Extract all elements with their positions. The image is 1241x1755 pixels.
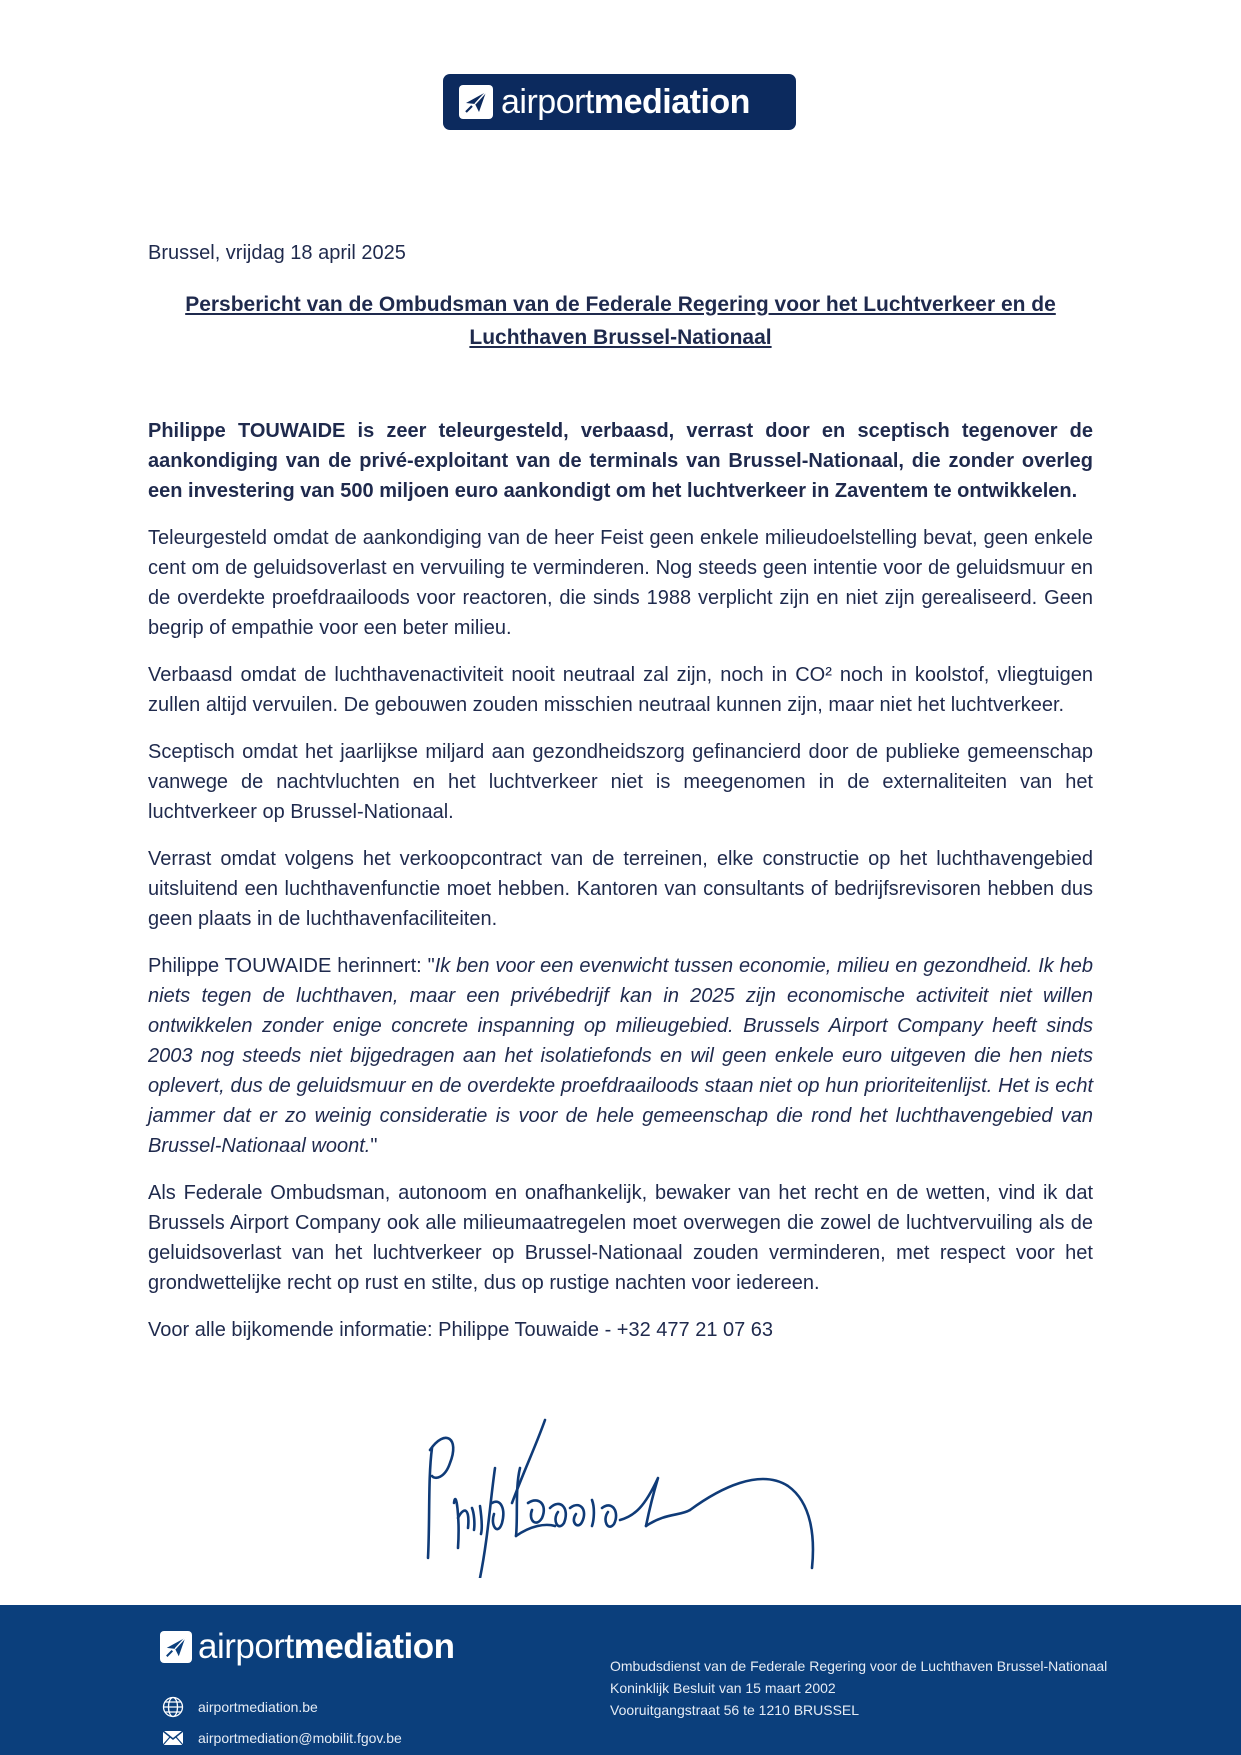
footer-website-link[interactable]: airportmediation.be bbox=[198, 1699, 318, 1715]
quote-paragraph bbox=[148, 951, 1093, 1161]
footer-email[interactable] bbox=[162, 1727, 402, 1749]
quote-close: " bbox=[370, 1135, 378, 1157]
footer-address-line: Ombudsdienst van de Federale Regering voor de Luchthaven Brussel-Nationaal bbox=[610, 1658, 1108, 1674]
footer-logo-text-light: airport bbox=[198, 1627, 294, 1666]
paragraph-teleurgesteld: Teleurgesteld omdat de aankondiging van de heer Feist geen enkele milieudoelstelling bevat, geen enkele cent om de geluidsoverlast en vervuiling te verminderen. Nog steeds geen intentie voor de geluidsmuur en de overdekte proefdraailoods voor reactoren, die sinds 1988 verplicht zijn en niet zijn gerealiseerd. Geen begrip of empathie voor een beter milieu. bbox=[148, 527, 1093, 639]
contact-line: Voor alle bijkomende informatie: Philippe Touwaide - +32 477 21 07 63 bbox=[148, 1319, 774, 1341]
paragraph-verbaasd: Verbaasd omdat de luchthavenactiviteit nooit neutraal zal zijn, noch in CO² noch in koolstof, vliegtuigen zullen altijd vervuilen. De gebouwen zouden misschien neutraal kunnen zijn, maar niet het luchtverkeer. bbox=[148, 664, 1093, 716]
quote-text: Ik ben voor een evenwicht tussen economie, milieu en gezondheid. Ik heb niets tegen de luchthaven, maar een privébedrijf kan in 2025 zijn economische activiteit niet willen ontwikkelen zonder enige concrete inspanning op milieugebied. Brussels Airport Company heeft sinds 2003 nog steeds niet bijgedragen aan het isolatiefonds en wil geen enkele euro uitgeven die hen niets oplevert, dus de geluidsmuur en de overdekte proefdraailoods staan niet op hun prioriteitenlijst. Het is echt jammer dat er zo weinig consideratie is voor de hele gemeenschap die rond het luchthavengebied van Brussel-Nationaal woont. bbox=[148, 955, 1094, 1157]
footer-address bbox=[610, 1655, 1107, 1721]
header-logo-text bbox=[501, 85, 750, 119]
dateline: Brussel, vrijdag 18 april 2025 bbox=[148, 242, 406, 264]
closing-paragraph: Als Federale Ombudsman, autonoom en onafhankelijk, bewaker van het recht en de wetten, vind ik dat Brussels Airport Company ook alle milieumaatregelen moet overwegen die zowel de luchtvervuiling als de geluidsoverlast van het luchtverkeer op Brussel-Nationaal zouden verminderen, met respect voor het grondwettelijke recht op rust en stilte, dus op rustige nachten voor iedereen. bbox=[148, 1182, 1093, 1294]
header-logo-text-light: airport bbox=[501, 83, 594, 121]
page-footer bbox=[0, 1605, 1241, 1755]
header-logo bbox=[443, 74, 796, 130]
footer-address-line: Vooruitgangstraat 56 te 1210 BRUSSEL bbox=[610, 1702, 860, 1718]
footer-logo-text-bold: mediation bbox=[293, 1627, 455, 1666]
handwritten-signature bbox=[420, 1408, 820, 1578]
lead-paragraph: Philippe TOUWAIDE is zeer teleurgesteld, verbaasd, verrast door en sceptisch tegenover de aankondiging van de privé-exploitant van de terminals van Brussel-Nationaal, die zonder overleg een investering van 500 miljoen euro aankondigt om het luchtverkeer in Zaventem te ontwikkelen. bbox=[148, 420, 1093, 502]
footer-logo-text bbox=[198, 1629, 455, 1664]
envelope-icon bbox=[162, 1727, 186, 1749]
footer-website[interactable] bbox=[162, 1696, 318, 1718]
paragraph-verrast: Verrast omdat volgens het verkoopcontract van de terreinen, elke constructie op het luchthavengebied uitsluitend een luchthavenfunctie moet hebben. Kantoren van consultants of bedrijfsrevisoren hebben dus geen plaats in de luchthavenfaciliteiten. bbox=[148, 848, 1093, 930]
footer-logo bbox=[160, 1629, 455, 1664]
plane-logo-icon bbox=[459, 85, 493, 119]
plane-logo-icon bbox=[160, 1631, 192, 1663]
footer-address-line: Koninklijk Besluit van 15 maart 2002 bbox=[610, 1680, 836, 1696]
paragraph-sceptisch: Sceptisch omdat het jaarlijkse miljard aan gezondheidszorg gefinancierd door de publieke gemeenschap vanwege de nachtvluchten en het luchtverkeer niet is meegenomen in de externaliteiten van het luchtverkeer op Brussel-Nationaal. bbox=[148, 741, 1093, 823]
quote-intro: Philippe TOUWAIDE herinnert: " bbox=[148, 955, 435, 977]
globe-icon bbox=[162, 1696, 186, 1718]
page-title: Persbericht van de Ombudsman van de Federale Regering voor het Luchtverkeer en de Luchthaven Brussel-Nationaal bbox=[185, 293, 1056, 349]
press-release-body bbox=[148, 238, 1093, 1362]
header-logo-text-bold: mediation bbox=[593, 83, 750, 121]
footer-email-link[interactable]: airportmediation@mobilit.fgov.be bbox=[198, 1730, 402, 1746]
